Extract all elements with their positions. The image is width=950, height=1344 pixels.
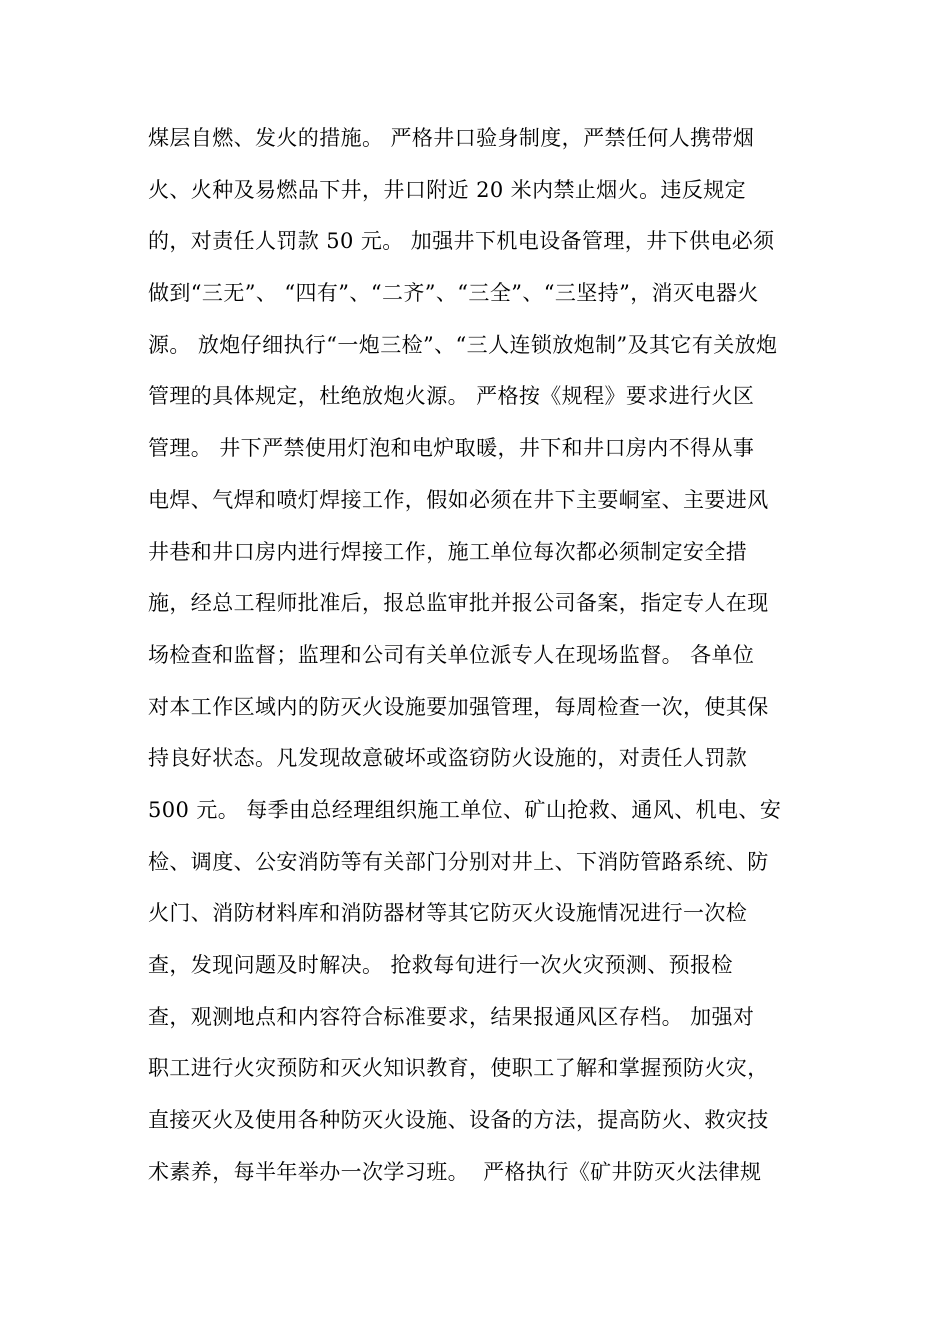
text-line: 查，观测地点和内容符合标准要求，结果报通风区存档。 加强对 — [148, 1004, 755, 1029]
text-line: 做到“三无”、 “四有”、“二齐”、“三全”、“三坚持”，消灭电器火 — [148, 281, 759, 306]
text-line: 对本工作区域内的防灭火设施要加强管理，每周检查一次，使其保 — [148, 694, 769, 719]
body-text — [148, 116, 808, 1201]
text-line: 直接灭火及使用各种防灭火设施、设备的方法，提高防火、救灾技 — [148, 1108, 769, 1133]
text-line: 井巷和井口房内进行焊接工作，施工单位每次都必须制定安全措 — [148, 539, 748, 564]
text-line: 术素养，每半年举办一次学习班。 严格执行《矿井防灭火法律规 — [148, 1159, 762, 1184]
text-line: 的，对责任人罚款 50 元。 加强井下机电设备管理，井下供电必须 — [148, 229, 775, 254]
text-line: 检、调度、公安消防等有关部门分别对井上、下消防管路系统、防 — [148, 849, 769, 874]
text-line: 施，经总工程师批准后，报总监审批并报公司备案，指定专人在现 — [148, 591, 769, 616]
text-line: 煤层自燃、发火的措施。 严格井口验身制度，严禁任何人携带烟 — [148, 126, 755, 150]
text-line: 查，发现问题及时解决。 抢救每旬进行一次火灾预测、预报检 — [148, 953, 733, 977]
text-line: 源。 放炮仔细执行“一炮三检”、“三人连锁放炮制”及其它有关放炮 — [148, 332, 778, 357]
text-line: 火门、消防材料库和消防器材等其它防灭火设施情况进行一次检 — [148, 901, 748, 926]
text-line: 电焊、气焊和喷灯焊接工作，假如必须在井下主要峒室、主要进风 — [148, 487, 769, 512]
text-line: 500 元。 每季由总经理组织施工单位、矿山抢救、通风、机电、安 — [148, 797, 782, 822]
text-line: 管理的具体规定，杜绝放炮火源。 严格按《规程》要求进行火区 — [148, 384, 755, 409]
text-line: 管理。 井下严禁使用灯泡和电炉取暖，井下和井口房内不得从事 — [148, 436, 755, 461]
text-line: 场检查和监督；监理和公司有关单位派专人在现场监督。 各单位 — [148, 642, 755, 667]
text-line: 火、火种及易燃品下井，井口附近 20 米内禁止烟火。违反规定 — [148, 177, 747, 202]
text-line: 职工进行火灾预防和灭火知识教育，使职工了解和掌握预防火灾， — [148, 1056, 769, 1081]
text-line: 持良好状态。凡发现故意破坏或盗窃防火设施的，对责任人罚款 — [148, 746, 748, 771]
